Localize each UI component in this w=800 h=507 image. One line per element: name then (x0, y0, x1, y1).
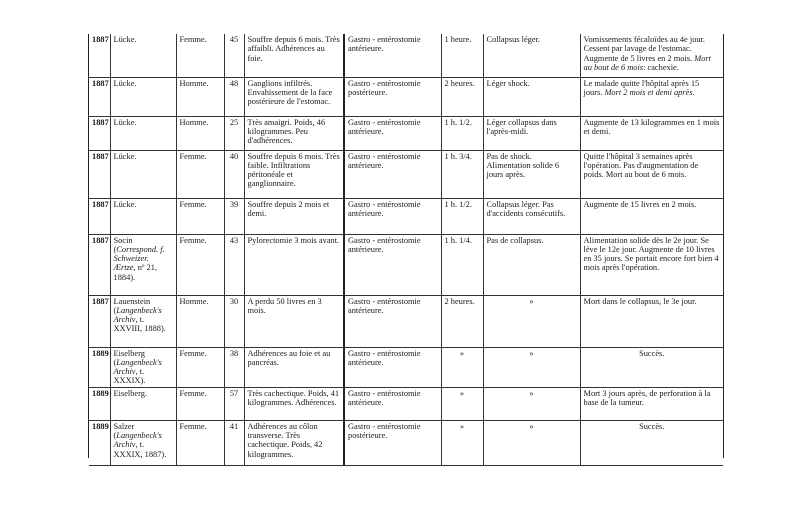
symptoms-cell (244, 295, 344, 347)
symptoms-text: Adhérences au côlon transverse. Très cachectique. Poids, 42 kilogrammes. (247, 421, 323, 459)
result-text: Alimentation solide dès le 2e jour. Se lève le 12e jour. Augmente de 10 livres en 35 jours. Se portait encore fort bien 4 mois après l'opération. (583, 235, 719, 273)
symptoms-text: Ganglions infiltrés. Envahissement de la face postérieure de l'estomac. (247, 78, 333, 107)
surgeon-text: Salzer ( (113, 421, 135, 440)
table-row (89, 234, 723, 295)
result-text: Quitte l'hôpital 3 semaines après l'opération. Pas d'augmentation de poids. Mort au bout de 6 mois. (583, 151, 699, 180)
table-row (89, 116, 723, 150)
sex-text: Femme. (179, 421, 207, 431)
duration-text: 2 heures. (444, 296, 475, 306)
operation-cell (344, 77, 441, 116)
symptoms-cell (244, 347, 344, 387)
aftermath-cell (483, 347, 580, 387)
symptoms-text: Souffre depuis 2 mois et demi. (247, 199, 330, 218)
aftermath-text: Léger shock. (486, 78, 530, 88)
result-cell (580, 34, 723, 77)
operation-cell (344, 34, 441, 77)
operation-cell (344, 234, 441, 295)
result-cell (580, 198, 723, 234)
symptoms-text: Souffre depuis 6 mois. Très affaibli. Adhérences au foie. (247, 35, 340, 63)
operation-text: Gastro - entérostomie antérieure. (348, 235, 421, 254)
symptoms-text: Pylorectomie 3 mois avant. (247, 235, 340, 245)
ledger-sheet (88, 34, 724, 458)
result-cell (580, 295, 723, 347)
symptoms-text: Très amaigri. Poids, 46 kilogrammes. Peu d'adhérences. (247, 117, 326, 146)
aftermath-cell (483, 420, 580, 465)
operation-text: Gastro - entérostomie postérieure. (348, 78, 421, 97)
aftermath-cell (483, 387, 580, 420)
year-text: 1887 (92, 151, 109, 161)
year-cell (89, 347, 110, 387)
sex-cell (176, 387, 224, 420)
duration-cell (441, 34, 483, 77)
operation-text: Gastro - entérostomie antérieure. (348, 35, 421, 54)
result-cell (580, 150, 723, 198)
sex-cell (176, 347, 224, 387)
duration-cell (441, 387, 483, 420)
age-text: 39 (229, 199, 239, 209)
aftermath-text: Collapsus léger. (486, 35, 541, 44)
surgeon-text: Socin ( (113, 235, 133, 254)
surgeon-cell (110, 77, 176, 116)
year-cell (89, 34, 110, 77)
table-row (89, 198, 723, 234)
surgeon-cell (110, 347, 176, 387)
sex-text: Homme. (179, 117, 209, 127)
surgeon-source-text: Langenbeck's Archiv (113, 430, 162, 450)
year-cell (89, 234, 110, 295)
duration-text: 1 h. 1/2. (444, 117, 472, 127)
sex-text: Femme. (179, 235, 207, 245)
duration-cell (441, 420, 483, 465)
aftermath-cell (483, 198, 580, 234)
surgeon-ref-text: , t. XXXIX, 1887). (113, 440, 167, 459)
sex-cell (176, 77, 224, 116)
symptoms-text: Souffre depuis 6 mois. Très faible. Infiltrations péritonéale et ganglionnaire. (247, 151, 340, 189)
surgeon-source-text: Langenbeck's Archiv (113, 357, 162, 377)
surgeon-text: Eiselberg. (113, 388, 148, 398)
age-text: 48 (229, 78, 239, 88)
year-text: 1887 (92, 235, 109, 245)
duration-cell (441, 150, 483, 198)
operation-cell (344, 295, 441, 347)
duration-cell (441, 116, 483, 150)
surgeon-cell (110, 34, 176, 77)
age-text: 38 (229, 348, 239, 358)
result-text: Succès. (639, 348, 665, 358)
operation-cell (344, 347, 441, 387)
duration-text: 1 heure. (444, 35, 472, 44)
sex-text: Femme. (179, 151, 207, 161)
sex-cell (176, 198, 224, 234)
sex-cell (176, 295, 224, 347)
year-cell (89, 150, 110, 198)
sex-text: Femme. (179, 388, 207, 398)
operation-text: Gastro - entérostomie antérieure. (348, 151, 421, 170)
aftermath-cell (483, 34, 580, 77)
result-cell (580, 387, 723, 420)
surgeon-text: Eiselberg ( (113, 348, 145, 367)
aftermath-cell (483, 77, 580, 116)
result-cell (580, 234, 723, 295)
table-row (89, 150, 723, 198)
age-text: 45 (229, 35, 239, 44)
year-cell (89, 116, 110, 150)
result-cell (580, 420, 723, 465)
symptoms-cell (244, 116, 344, 150)
symptoms-text: A perdu 50 livres en 3 mois. (247, 296, 322, 315)
surgeon-ref-text: , t. XXXIX). (113, 367, 146, 386)
age-cell (224, 347, 244, 387)
surgeon-cell (110, 387, 176, 420)
surgeon-cell (110, 198, 176, 234)
aftermath-text: » (529, 421, 534, 431)
result-cell (580, 347, 723, 387)
table-row (89, 347, 723, 387)
sex-text: Homme. (179, 296, 209, 306)
surgeon-cell (110, 234, 176, 295)
age-cell (224, 234, 244, 295)
symptoms-cell (244, 198, 344, 234)
surgeon-text: Lücke. (113, 35, 137, 44)
duration-cell (441, 347, 483, 387)
age-text: 43 (229, 235, 239, 245)
result-tail-text: : cachexie. (643, 62, 679, 72)
operation-text: Gastro - entérostomie antérieure. (348, 296, 421, 315)
year-text: 1889 (92, 388, 109, 398)
surgeon-text: Lücke. (113, 199, 137, 209)
year-text: 1887 (92, 296, 109, 306)
symptoms-cell (244, 387, 344, 420)
surgeon-text: Lücke. (113, 117, 137, 127)
operation-text: Gastro - entérostomie antérieure. (348, 199, 421, 218)
year-cell (89, 77, 110, 116)
duration-text: 1 h. 1/2. (444, 199, 472, 209)
table-row (89, 420, 723, 465)
age-text: 30 (229, 296, 239, 306)
surgeon-cell (110, 295, 176, 347)
age-text: 57 (229, 388, 239, 398)
year-text: 1887 (92, 35, 109, 44)
age-text: 40 (229, 151, 239, 161)
symptoms-cell (244, 77, 344, 116)
result-text: Le malade quitte l'hôpital après 15 jours. (583, 78, 700, 97)
result-text: Mort dans le collapsus, le 3e jour. (583, 296, 697, 306)
year-cell (89, 198, 110, 234)
result-emphasis-text: Mort 2 mois et demi après. (604, 87, 695, 97)
result-text: Augmente de 13 kilogrammes en 1 mois et demi. (583, 117, 720, 136)
result-emphasis-text: Mort au bout de 6 mois (583, 53, 711, 72)
sex-cell (176, 34, 224, 77)
result-text: Vomissements fécaloïdes au 4e jour. Cessent par lavage de l'estomac. Augmente de 5 livres en 2 mois. (583, 35, 705, 63)
sex-text: Femme. (179, 35, 207, 44)
result-text: Mort 3 jours après, de perforation à la base de la tumeur. (583, 388, 711, 407)
duration-text: » (459, 421, 465, 431)
operation-text: Gastro - entérostomie antérieure. (348, 348, 421, 367)
result-cell (580, 77, 723, 116)
duration-text: 1 h. 1/4. (444, 235, 472, 245)
age-cell (224, 34, 244, 77)
aftermath-text: » (529, 296, 534, 306)
year-cell (89, 387, 110, 420)
duration-cell (441, 295, 483, 347)
result-text: Succès. (639, 421, 665, 431)
symptoms-cell (244, 34, 344, 77)
result-cell (580, 116, 723, 150)
duration-text: 1 h. 3/4. (444, 151, 472, 161)
aftermath-text: » (529, 388, 534, 398)
aftermath-cell (483, 295, 580, 347)
operation-text: Gastro - entérostomie antérieure. (348, 117, 421, 136)
symptoms-cell (244, 234, 344, 295)
operation-cell (344, 420, 441, 465)
aftermath-text: Collapsus léger. Pas d'accidents consécutifs. (486, 199, 566, 218)
operation-text: Gastro - entérostomie postérieure. (348, 421, 421, 440)
surgeon-ref-text: , nº 21, 1884). (113, 263, 158, 282)
sex-text: Femme. (179, 348, 207, 358)
year-cell (89, 295, 110, 347)
year-text: 1887 (92, 199, 109, 209)
symptoms-text: Très cachectique. Poids, 41 kilogrammes. Adhérences. (247, 388, 340, 407)
age-cell (224, 295, 244, 347)
sex-text: Homme. (179, 78, 209, 88)
symptoms-text: Adhérences au foie et au pancréas. (247, 348, 331, 367)
age-text: 25 (229, 117, 239, 127)
year-text: 1887 (92, 117, 109, 127)
table-row (89, 77, 723, 116)
operation-cell (344, 387, 441, 420)
operation-cell (344, 116, 441, 150)
symptoms-cell (244, 420, 344, 465)
surgeon-text: Lücke. (113, 78, 137, 88)
age-text: 41 (229, 421, 239, 431)
operation-cell (344, 150, 441, 198)
year-text: 1889 (92, 421, 109, 431)
duration-text: 2 heures. (444, 78, 475, 88)
surgeon-ref-text: , t. XXVIII, 1888). (113, 315, 166, 334)
surgeon-source-text: Langenbeck's Archiv (113, 305, 162, 325)
sex-cell (176, 234, 224, 295)
age-cell (224, 420, 244, 465)
age-cell (224, 198, 244, 234)
aftermath-text: Pas de collapsus. (486, 235, 544, 245)
observation-table (89, 34, 723, 466)
duration-text: » (459, 348, 465, 358)
surgeon-cell (110, 116, 176, 150)
surgeon-cell (110, 150, 176, 198)
sex-cell (176, 116, 224, 150)
age-cell (224, 116, 244, 150)
surgeon-text: Lücke. (113, 151, 137, 161)
age-cell (224, 150, 244, 198)
surgeon-cell (110, 420, 176, 465)
year-cell (89, 420, 110, 465)
operation-text: Gastro - entérostomie antérieure. (348, 388, 421, 407)
year-text: 1887 (92, 78, 109, 88)
surgeon-text: Lauenstein ( (113, 296, 151, 315)
age-cell (224, 387, 244, 420)
operation-cell (344, 198, 441, 234)
aftermath-cell (483, 150, 580, 198)
duration-cell (441, 198, 483, 234)
symptoms-cell (244, 150, 344, 198)
surgeon-source-text: Correspond. f. Schweizer. Ærtze (113, 244, 165, 273)
aftermath-cell (483, 234, 580, 295)
age-cell (224, 77, 244, 116)
duration-text: » (459, 388, 465, 398)
aftermath-text: » (529, 348, 534, 358)
sex-cell (176, 420, 224, 465)
duration-cell (441, 234, 483, 295)
table-row (89, 34, 723, 77)
duration-cell (441, 77, 483, 116)
aftermath-text: Léger collapsus dans l'après-midi. (486, 117, 557, 136)
table-row (89, 387, 723, 420)
result-text: Augmente de 15 livres en 2 mois. (583, 199, 697, 209)
sex-cell (176, 150, 224, 198)
year-text: 1889 (92, 348, 109, 358)
aftermath-text: Pas de shock. Alimentation solide 6 jours après. (486, 151, 560, 180)
sex-text: Femme. (179, 199, 207, 209)
aftermath-cell (483, 116, 580, 150)
table-row (89, 295, 723, 347)
